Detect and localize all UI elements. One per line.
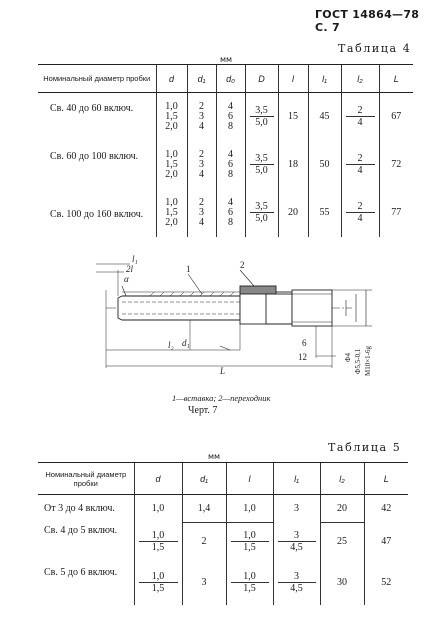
cell: 1,0: [165, 196, 178, 208]
t5-header-l2: l₂: [320, 463, 364, 495]
cell: 30: [320, 561, 364, 605]
cell: 4,5: [290, 583, 303, 594]
t4-header-D: D: [245, 65, 278, 93]
cell: 1,0: [134, 495, 182, 523]
row-name: Св. 60 до 100 включ.: [50, 150, 139, 162]
cell: 1,5: [165, 158, 178, 170]
cell: 3,5: [250, 201, 274, 213]
cell: 20: [320, 495, 364, 523]
row-name: Св. 100 до 160 включ.: [50, 208, 144, 220]
page-header: ГОСТ 14864—78 С. 7: [315, 8, 420, 34]
cell: 1,0: [165, 100, 178, 112]
drawing-label-alpha: α: [124, 274, 129, 284]
table-row: [38, 561, 408, 605]
cell: 50: [308, 141, 341, 189]
table4-caption: Таблица 4: [338, 42, 412, 55]
cell: 42: [364, 495, 408, 523]
cell: 4: [357, 117, 363, 129]
t5-header-l: l: [226, 463, 273, 495]
t4-header-l2: l₂: [341, 65, 379, 93]
cell: 1,5: [243, 583, 256, 594]
cell: 6: [228, 110, 233, 122]
cell: 3: [278, 530, 316, 542]
technical-drawing: [90, 250, 390, 380]
cell: 67: [379, 93, 413, 141]
cell: 2: [199, 100, 204, 112]
cell: 18: [278, 141, 308, 189]
cell: 4: [199, 120, 204, 132]
cell: 3: [199, 206, 204, 218]
cell: 2: [346, 153, 375, 165]
table5-caption: Таблица 5: [328, 441, 402, 454]
cell: 55: [308, 189, 341, 237]
cell: 77: [379, 189, 413, 237]
cell: 4: [228, 196, 233, 208]
cell: 1,5: [243, 542, 256, 554]
table4-unit: мм: [220, 55, 233, 64]
cell: 1,5: [151, 583, 165, 594]
t4-header-d0: d₀: [216, 65, 245, 93]
cell: 1,0: [231, 530, 269, 542]
table-row: [38, 495, 408, 523]
cell: 20: [278, 189, 308, 237]
drawing-label-m10: М10×1-6g: [364, 345, 372, 376]
drawing-legend: 1—вставка; 2—переходник: [172, 393, 271, 403]
cell: 2,0: [165, 120, 178, 132]
figure-caption: Черт. 7: [188, 405, 218, 416]
table4: [38, 64, 413, 237]
cell: 2: [199, 148, 204, 160]
t4-header-l: l: [278, 65, 308, 93]
cell: 25: [320, 523, 364, 561]
t5-header-L: L: [364, 463, 408, 495]
cell: 3,5: [250, 105, 274, 117]
drawing-label-6: 6: [302, 338, 307, 348]
cell: 3: [199, 110, 204, 122]
t5-header-d1: d₁: [182, 463, 226, 495]
row-name: Св. 5 до 6 включ.: [44, 566, 118, 578]
table5: [38, 462, 408, 605]
cell: 6: [228, 158, 233, 170]
cell: 3: [273, 495, 320, 523]
t4-header-L: L: [379, 65, 413, 93]
cell: 5,0: [255, 213, 268, 224]
row-name: От 3 до 4 включ.: [44, 503, 115, 515]
drawing-label-12: 12: [298, 352, 307, 362]
table-row: [38, 141, 413, 189]
drawing-label-l1: l₁: [132, 254, 138, 264]
drawing-label-L: L: [220, 366, 226, 376]
cell: 1,0: [139, 530, 178, 542]
cell: 1,5: [165, 206, 178, 218]
cell: 4: [199, 168, 204, 180]
cell: 3,5: [250, 153, 274, 165]
drawing-label-phi4: Ф4: [344, 352, 352, 362]
cell: 1,0: [165, 148, 178, 160]
t4-header-name: Номинальный диаметр пробки: [38, 65, 156, 93]
cell: 1,5: [151, 542, 165, 553]
cell: 2,0: [165, 216, 178, 228]
row-name: Св. 4 до 5 включ.: [44, 524, 118, 536]
cell: 1,0: [231, 571, 269, 583]
cell: 1,0: [226, 495, 273, 523]
cell: 15: [278, 93, 308, 141]
cell: 4: [199, 216, 204, 228]
table-row: [38, 189, 413, 237]
cell: 45: [308, 93, 341, 141]
cell: 2,0: [165, 168, 178, 180]
t5-header-d: d: [134, 463, 182, 495]
drawing-label-2l: 2l: [126, 264, 134, 274]
drawing-label-l2: l₂: [168, 340, 174, 350]
cell: 1,0: [139, 571, 178, 583]
table5-unit: мм: [208, 452, 221, 461]
cell: 6: [228, 206, 233, 218]
drawing-label-d1: d₁: [182, 338, 190, 348]
cell: 4,5: [290, 542, 303, 553]
t4-header-d1: d₁: [187, 65, 216, 93]
table-row: [38, 93, 413, 141]
t5-header-l1: l₁: [273, 463, 320, 495]
cell: 3: [182, 561, 226, 605]
cell: 8: [228, 120, 233, 132]
row-name: Св. 40 до 60 включ.: [50, 103, 134, 114]
cell: 8: [228, 168, 233, 180]
cell: 4: [357, 165, 363, 176]
cell: 8: [228, 216, 233, 228]
cell: 47: [364, 523, 408, 561]
cell: 4: [228, 148, 233, 160]
cell: 2: [346, 105, 375, 117]
cell: 72: [379, 141, 413, 189]
table-row: [38, 523, 408, 561]
cell: 2: [199, 196, 204, 208]
cell: 1,5: [165, 110, 178, 122]
cell: 4: [228, 100, 233, 112]
cell: 5,0: [255, 165, 268, 176]
cell: 2: [346, 201, 375, 213]
drawing-label-1: 1: [186, 264, 191, 274]
t4-header-d: d: [156, 65, 187, 93]
drawing-label-2: 2: [240, 260, 245, 270]
cell: 3: [199, 158, 204, 170]
t5-header-name: Номинальный диаметр пробки: [38, 463, 134, 495]
cell: 5,0: [255, 117, 268, 129]
t4-header-l1: l₁: [308, 65, 341, 93]
cell: 52: [364, 561, 408, 605]
cell: 1,4: [182, 495, 226, 523]
cell: 4: [357, 213, 363, 224]
drawing-label-phi55: Ф5,5-0,1: [354, 348, 362, 374]
cell: 2: [182, 523, 226, 561]
cell: 3: [278, 571, 316, 583]
